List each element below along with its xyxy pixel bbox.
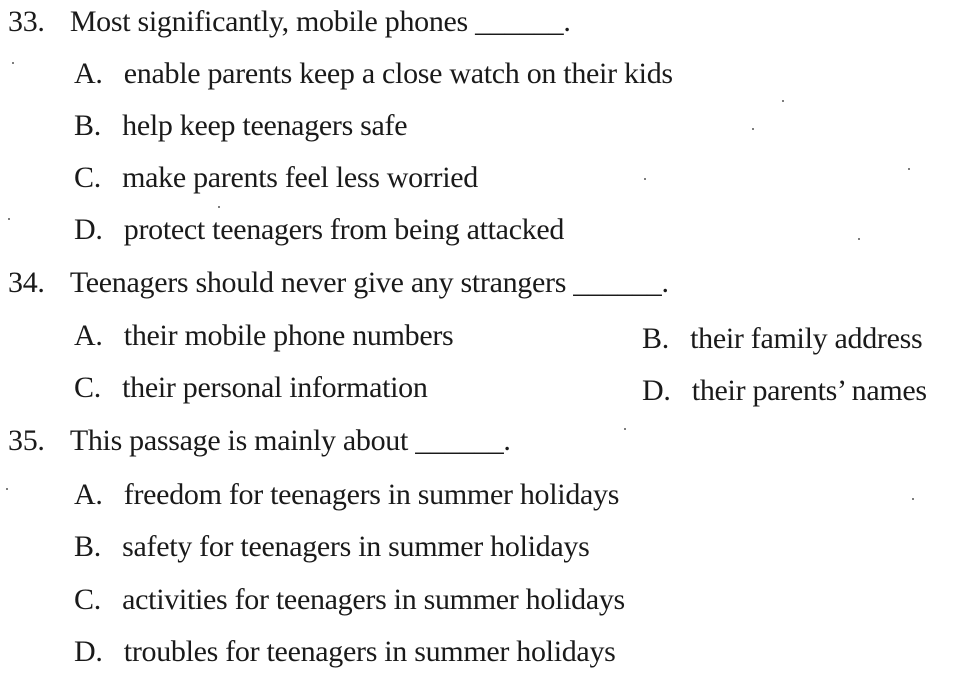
option-text: make parents feel less worried: [122, 161, 478, 194]
question-text: This passage is mainly about ______.: [69, 424, 511, 457]
option-letter: D.: [74, 213, 103, 246]
scan-speck: [218, 206, 220, 208]
option-letter: D.: [642, 374, 671, 407]
option-34-d: [642, 373, 927, 409]
option-34-c: [74, 370, 428, 406]
question-text: Most significantly, mobile phones ______.: [69, 5, 571, 38]
question-35-stem: [8, 423, 511, 459]
option-35-b: [74, 529, 589, 565]
question-number: 35.: [8, 424, 45, 457]
option-letter: A.: [74, 319, 103, 352]
question-number: 33.: [8, 5, 45, 38]
question-text: Teenagers should never give any strangers ______.: [69, 266, 669, 299]
option-letter: C.: [74, 371, 101, 404]
option-text: their family address: [690, 322, 923, 355]
scan-speck: [644, 178, 646, 180]
option-35-c: [74, 582, 625, 618]
option-letter: C.: [74, 583, 101, 616]
option-letter: A.: [74, 478, 103, 511]
scan-speck: [6, 488, 8, 490]
option-text: enable parents keep a close watch on their kids: [123, 57, 673, 90]
option-text: activities for teenagers in summer holidays: [122, 583, 625, 616]
option-letter: B.: [74, 530, 101, 563]
scan-speck: [8, 218, 10, 220]
option-text: protect teenagers from being attacked: [123, 213, 565, 246]
option-text: their mobile phone numbers: [123, 319, 454, 352]
option-text: help keep teenagers safe: [122, 109, 408, 142]
option-33-a: [74, 56, 673, 92]
option-text: freedom for teenagers in summer holidays: [123, 478, 620, 511]
question-34-stem: [8, 265, 669, 301]
option-letter: C.: [74, 161, 101, 194]
option-35-a: [74, 477, 619, 513]
scan-speck: [782, 100, 784, 102]
option-letter: B.: [642, 322, 669, 355]
option-letter: A.: [74, 57, 103, 90]
scan-speck: [912, 498, 914, 500]
scan-speck: [858, 238, 860, 240]
option-33-d: [74, 212, 564, 248]
scan-speck: [624, 428, 626, 430]
option-34-a: [74, 318, 453, 354]
question-number: 34.: [8, 266, 45, 299]
option-text: their personal information: [122, 371, 428, 404]
scan-speck: [908, 168, 910, 170]
option-letter: B.: [74, 109, 101, 142]
option-letter: D.: [74, 635, 103, 668]
option-33-b: [74, 108, 407, 144]
question-33-stem: [8, 4, 571, 40]
scan-speck: [12, 62, 14, 64]
scan-speck: [752, 128, 754, 130]
option-text: safety for teenagers in summer holidays: [122, 530, 590, 563]
option-33-c: [74, 160, 478, 196]
option-text: troubles for teenagers in summer holidays: [123, 635, 616, 668]
option-35-d: [74, 634, 616, 670]
option-34-b: [642, 321, 922, 357]
option-text: their parents’ names: [691, 374, 927, 407]
